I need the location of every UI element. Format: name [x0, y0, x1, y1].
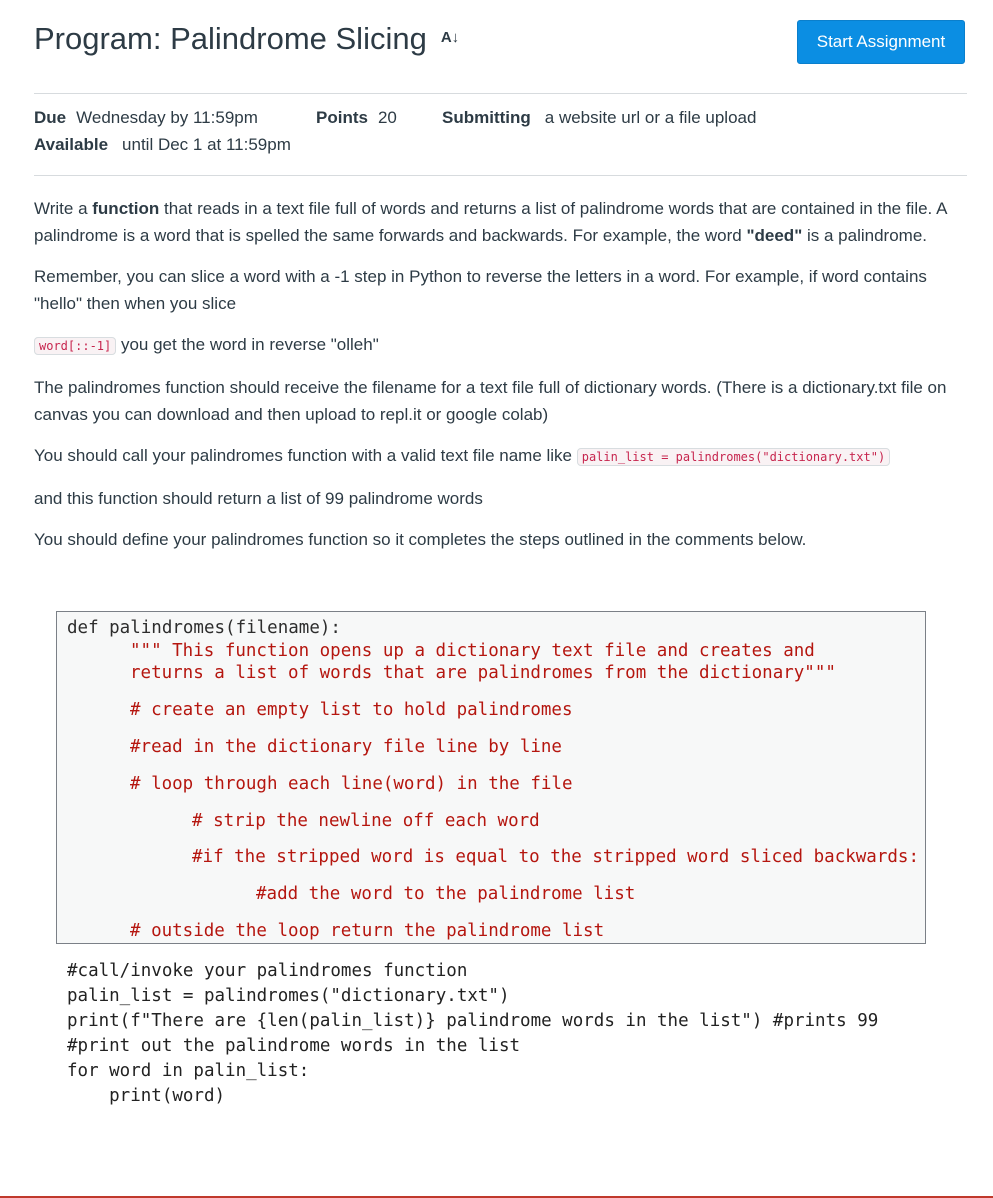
slice-code: word[::-1]: [34, 337, 116, 355]
description-paragraph-3: word[::-1] you get the word in reverse "olleh": [34, 331, 964, 360]
points-label: Points: [316, 108, 368, 127]
divider: [34, 93, 967, 94]
code-line: # create an empty list to hold palindromes: [130, 700, 573, 720]
code-line: #if the stripped word is equal to the stripped word sliced backwards:: [192, 847, 919, 867]
code-line: print(word): [67, 1086, 226, 1106]
description-paragraph-4: The palindromes function should receive the filename for a text file full of dictionary words. (There is a dictionary.txt file on canvas you can download and then upload to repl.it or google colab): [34, 378, 947, 424]
divider: [34, 175, 967, 176]
code-line: returns a list of words that are palindromes from the dictionary""": [130, 663, 836, 683]
call-example-code: palin_list = palindromes("dictionary.txt"): [577, 448, 890, 466]
page-title: [34, 21, 459, 57]
code-example: [67, 959, 878, 1109]
code-line: print(f"There are {len(palin_list)} palindrome words in the list") #prints 99: [67, 1011, 879, 1031]
code-line: def palindromes(filename):: [67, 618, 341, 638]
start-assignment-button[interactable]: Start Assignment: [797, 20, 965, 64]
code-line: """ This function opens up a dictionary text file and creates and: [130, 641, 815, 661]
sort-icon[interactable]: A↓: [440, 29, 460, 47]
due-label: Due: [34, 108, 67, 127]
points-group: [316, 108, 397, 128]
description-paragraph-1: Write a function that reads in a text file full of words and returns a list of palindrome words that are contained in the file. A palindrome is a word that is spelled the same forwards and backwards. For example, the word "deed" is a palindrome.: [34, 199, 947, 245]
code-block: [56, 611, 926, 944]
page-title-text: Program: Palindrome Slicing: [34, 21, 427, 56]
description-paragraph-6: and this function should return a list of 99 palindrome words: [34, 489, 483, 508]
code-line: # loop through each line(word) in the file: [130, 774, 573, 794]
code-line: palin_list = palindromes("dictionary.txt"): [67, 986, 510, 1006]
code-line: #read in the dictionary file line by line: [130, 737, 562, 757]
description-paragraph-5: You should call your palindromes function with a valid text file name like palin_list = palindromes("dictionary.txt"): [34, 442, 964, 471]
available-group: [34, 135, 291, 155]
page-header: [34, 18, 965, 68]
code-line: #print out the palindrome words in the list: [67, 1036, 521, 1056]
available-label: Available: [34, 135, 109, 154]
available-value: until Dec 1 at 11:59pm: [122, 135, 291, 154]
code-line: for word in palin_list:: [67, 1061, 310, 1081]
assignment-description: [34, 195, 964, 553]
code-line: # outside the loop return the palindrome list: [130, 921, 605, 941]
code-line: #call/invoke your palindromes function: [67, 961, 468, 981]
description-paragraph-2: Remember, you can slice a word with a -1 step in Python to reverse the letters in a word. For example, if word contains "hello" then when you slice: [34, 267, 927, 313]
code-line: #add the word to the palindrome list: [256, 884, 636, 904]
code-line: # strip the newline off each word: [192, 811, 540, 831]
deed-example: "deed": [746, 226, 803, 245]
due-value: Wednesday by 11:59pm: [76, 108, 258, 127]
assignment-details-row: [34, 108, 258, 128]
submitting-group: [442, 108, 756, 128]
points-value: 20: [377, 108, 397, 127]
submitting-value: a website url or a file upload: [544, 108, 757, 127]
description-paragraph-7: You should define your palindromes function so it completes the steps outlined in the comments below.: [34, 530, 807, 549]
function-keyword: function: [92, 199, 160, 218]
submitting-label: Submitting: [442, 108, 531, 127]
